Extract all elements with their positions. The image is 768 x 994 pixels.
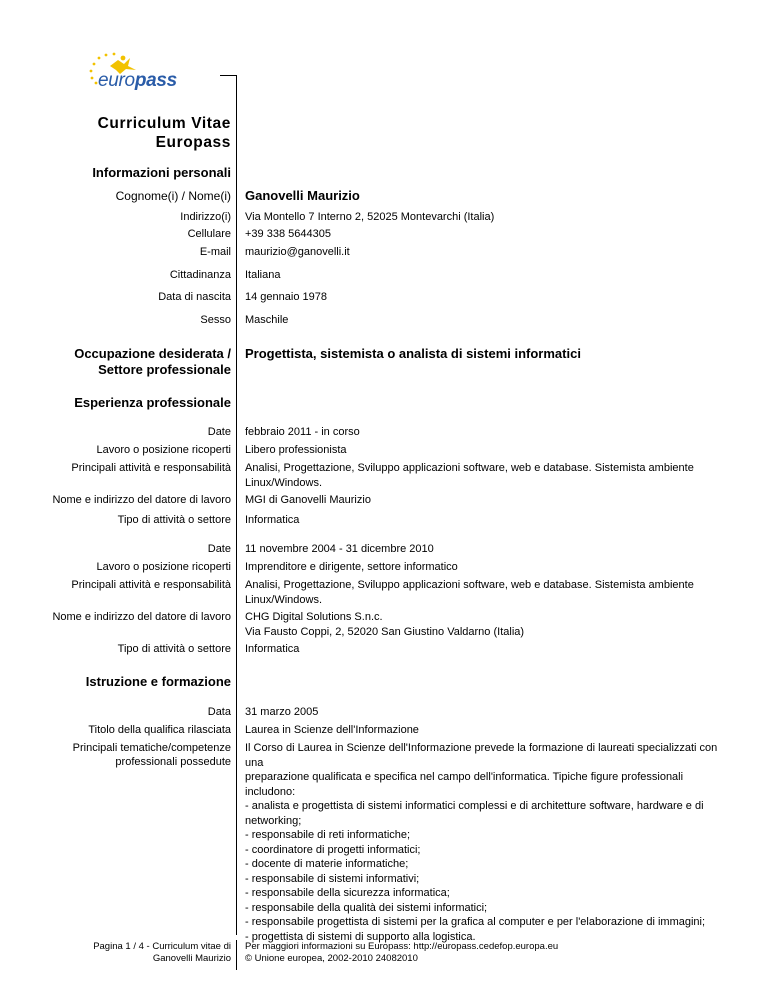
email-label: E-mail	[199, 246, 231, 258]
sex-label: Sesso	[200, 314, 231, 326]
edu-skills-line: - coordinatore di progetti informatici;	[245, 843, 421, 856]
birth-label: Data di nascita	[158, 291, 231, 303]
column-divider	[236, 75, 237, 935]
section-personal-info: Informazioni personali	[92, 165, 231, 180]
edu-skills-line: - responsabile della qualità dei sistemi informatici;	[245, 901, 488, 914]
job1-position-label: Lavoro o posizione ricoperti	[96, 444, 231, 456]
footer-page-info: Pagina 1 / 4 - Curriculum vitae di Ganovelli Maurizio	[93, 941, 231, 964]
europass-logo-text: europass	[98, 70, 177, 91]
desired-occupation-label: Occupazione desiderata / Settore professionale	[74, 346, 231, 377]
desired-occupation-value: Progettista, sistemista o analista di sistemi informatici	[245, 346, 581, 361]
edu-skills-line: preparazione qualificata e specifica nel campo dell'informatica. Tipiche figure professionali includono:	[245, 771, 684, 798]
mobile-label: Cellulare	[187, 228, 231, 240]
edu-skills-line: networking;	[245, 814, 302, 827]
citizenship-value: Italiana	[245, 269, 281, 281]
edu-skills-line: - responsabile della sicurezza informatica;	[245, 887, 450, 899]
job2-activities-label: Principali attività e responsabilità	[71, 579, 231, 591]
job1-employer: MGI di Ganovelli Maurizio	[245, 494, 371, 506]
job1-date-label: Date	[207, 426, 231, 438]
edu-skills-line: - responsabile di reti informatiche;	[245, 829, 411, 841]
job2-sector: Informatica	[245, 643, 300, 655]
job1-activities: Analisi, Progettazione, Sviluppo applicazioni software, web e database. Sistemista ambiente Linux/Windows.	[245, 462, 694, 489]
job1-sector-label: Tipo di attività o settore	[117, 514, 231, 526]
edu-skills-line: Il Corso di Laurea in Scienze dell'Informazione prevede la formazione di laureati specializzati con una	[245, 742, 718, 769]
edu-skills-line: - responsabile progettista di sistemi per la grafica al computer e per l'elaborazione di immagini;	[245, 916, 706, 928]
job2-activities: Analisi, Progettazione, Sviluppo applicazioni software, web e database. Sistemista ambiente Linux/Windows.	[245, 579, 694, 606]
name-value: Ganovelli Maurizio	[245, 188, 360, 203]
section-experience: Esperienza professionale	[74, 395, 231, 410]
edu-title: Laurea in Scienze dell'Informazione	[245, 724, 419, 736]
header-hook-rule	[220, 75, 237, 76]
job1-position: Libero professionista	[245, 444, 347, 456]
job1-date: febbraio 2011 - in corso	[245, 426, 360, 438]
section-education: Istruzione e formazione	[85, 674, 231, 689]
edu-skills-label: Principali tematiche/competenze professionali possedute	[72, 742, 231, 768]
address-label: Indirizzo(i)	[180, 211, 231, 223]
job2-date-label: Date	[207, 543, 231, 555]
edu-skills-line: - responsabile di sistemi informativi;	[245, 872, 420, 885]
job1-activities-label: Principali attività e responsabilità	[71, 462, 231, 474]
edu-date: 31 marzo 2005	[245, 706, 319, 718]
footer-europass-info: Per maggiori informazioni su Europass: http://europass.cedefop.europa.eu © Unione europea, 2002-2010 24082010	[245, 941, 559, 964]
job1-employer-label: Nome e indirizzo del datore di lavoro	[52, 494, 231, 506]
edu-skills-line: - docente di materie informatiche;	[245, 858, 409, 870]
name-label: Cognome(i) / Nome(i)	[115, 189, 231, 203]
birth-value: 14 gennaio 1978	[245, 291, 327, 303]
email-value: maurizio@ganovelli.it	[245, 246, 350, 258]
job1-sector: Informatica	[245, 514, 300, 526]
edu-skills-line: - progettista di sistemi di supporto alla logistica.	[245, 930, 476, 943]
footer-divider	[236, 940, 237, 970]
job2-position-label: Lavoro o posizione ricoperti	[96, 561, 231, 573]
job2-sector-label: Tipo di attività o settore	[117, 643, 231, 655]
job2-date: 11 novembre 2004 - 31 dicembre 2010	[245, 543, 434, 555]
edu-skills-line: - analista e progettista di sistemi informatici complessi e di architetture software, hardware e di	[245, 800, 704, 812]
footer-europass-link[interactable]: Per maggiori informazioni su Europass: http://europass.cedefop.europa.eu	[245, 941, 559, 952]
mobile-value: +39 338 5644305	[245, 228, 331, 240]
address-value: Via Montello 7 Interno 2, 52025 Montevarchi (Italia)	[245, 211, 495, 223]
citizenship-label: Cittadinanza	[169, 269, 231, 281]
job2-position: Imprenditore e dirigente, settore informatico	[245, 561, 458, 573]
edu-date-label: Data	[207, 706, 231, 718]
sex-value: Maschile	[245, 314, 289, 326]
job2-employer: CHG Digital Solutions S.n.c. Via Fausto Coppi, 2, 52020 San Giustino Valdarno (Italia)	[245, 611, 525, 638]
cv-title: Curriculum Vitae Europass	[97, 115, 231, 151]
edu-skills	[245, 741, 725, 944]
edu-title-label: Titolo della qualifica rilasciata	[88, 724, 231, 736]
job2-employer-label: Nome e indirizzo del datore di lavoro	[52, 611, 231, 623]
